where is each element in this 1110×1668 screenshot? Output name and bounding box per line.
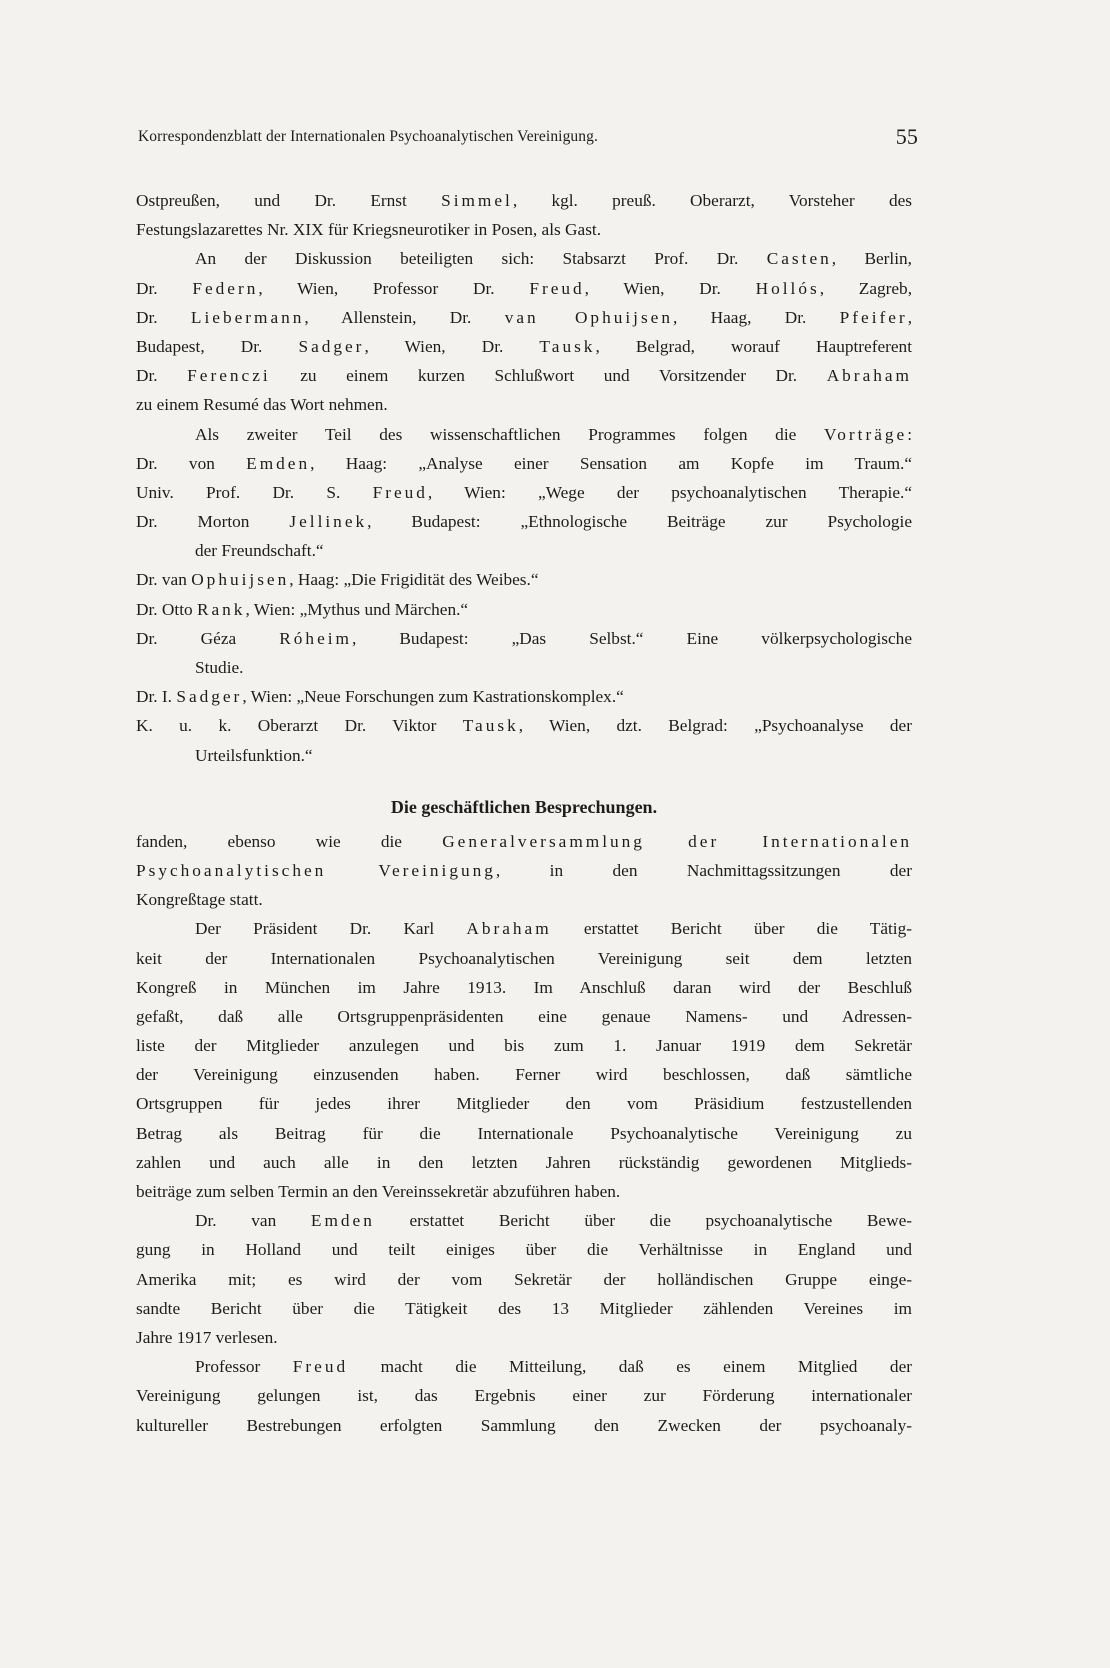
text-run: , Zagreb, [819,278,913,298]
person-name: Tausk [539,336,596,356]
text-run: Dr. Géza [136,628,280,648]
text-run: , Belgrad, worauf Hauptreferent [595,336,912,356]
text-line [136,827,912,856]
person-name: Ophuijsen [191,570,290,590]
text-run: , Budapest: „Das Selbst.“ Eine völkerpsychologische [352,628,912,648]
person-name: Emden [246,453,311,473]
text-line [136,186,912,215]
person-name: Jellinek [289,512,368,532]
section-heading: Die geschäftlichen Besprechungen. [390,796,658,817]
lecture-entry [136,478,912,507]
lecture-entry [136,682,912,711]
text-run: zu einem kurzen Schlußwort und Vorsitzender Dr. [270,366,827,386]
person-name: Casten [766,249,832,269]
text-run: , Wien, Professor Dr. [258,278,530,298]
text-run: , in den Nachmittagssitzungen der [495,860,912,880]
text-run: Als zweiter Teil des wissenschaftlichen Programmes folgen die [195,424,824,444]
body-text [136,186,912,1440]
text-run: Dr. [136,278,193,298]
text-line [136,420,912,449]
lecture-entry [136,449,912,478]
text-run: Dr. van [136,570,192,590]
person-name: Rank [196,599,246,619]
text-run: Dr. I. [136,687,177,707]
person-name: Sadger [176,687,243,707]
text-run: Univ. Prof. Dr. S. [136,482,373,502]
text-run: : [907,424,912,444]
lecture-entry [136,595,912,624]
text-line: gung in Holland und teilt einiges über die Verhältnisse in England und [136,1240,912,1260]
lecture-entry [136,507,912,536]
text-line: Jahre 1917 verlesen. [136,1327,278,1347]
page-number: 55 [895,124,918,149]
organization-name: Generalversammlung der Internationalen [442,831,913,851]
text-run: Dr. [136,307,191,327]
text-run: , Berlin, [831,249,912,269]
text-run: , Wien, Dr. [584,278,756,298]
person-name: van Ophuijsen [504,307,673,327]
text-line: zu einem Resumé das Wort nehmen. [136,395,388,415]
section-keyword: Vorträge [824,424,908,444]
text-line: Studie. [195,658,244,677]
text-run: Dr. Otto [136,599,197,619]
text-line: Betrag als Beitrag für die Internationale Psychoanalytische Vereinigung zu [136,1123,912,1143]
text-run: , Wien: „Wege der psychoanalytischen Therapie.“ [427,482,912,502]
text-run: , Wien: „Neue Forschungen zum Kastrationskomplex.“ [242,687,624,707]
text-line: der Freundschaft.“ [195,541,324,561]
text-line: Ortsgruppen für jedes ihrer Mitglieder den vom Präsidium festzustellenden [136,1094,912,1114]
text-run: Budapest, Dr. [136,336,299,356]
text-line: gefaßt, daß alle Ortsgruppenpräsidenten eine genaue Namens- und Adressen- [136,1006,912,1026]
text-run: , Haag, Dr. [673,307,840,327]
text-line [136,1206,912,1235]
person-name: Hollós [755,278,820,298]
text-line [136,1352,912,1381]
text-run: macht die Mitteilung, daß es einem Mitglied der [348,1357,912,1377]
person-name: Liebermann [190,307,305,327]
person-name: Ferenczi [187,366,271,386]
person-name: Emden [310,1211,375,1231]
text-line: kultureller Bestrebungen erfolgten Sammlung den Zwecken der psychoanaly- [136,1415,912,1435]
person-name: Federn [192,278,259,298]
person-name: Abraham [826,366,912,386]
person-name: Simmel [441,191,513,210]
text-run: erstattet Bericht über die psychoanalytische Bewe- [374,1211,912,1231]
text-line: zahlen und auch alle in den letzten Jahren rückständig gewordenen Mitglieds- [136,1152,912,1172]
text-run: , Wien: „Mythus und Märchen.“ [245,599,469,619]
text-run: K. u. k. Oberarzt Dr. Viktor [136,716,463,736]
text-line [136,856,912,885]
person-name: Pfeifer [839,307,908,327]
text-run: , [907,307,913,327]
text-line [136,914,912,943]
person-name: Tausk [462,716,519,736]
text-line: der Vereinigung einzusenden haben. Ferner wird beschlossen, daß sämtliche [136,1065,912,1085]
text-run: , kgl. preuß. Oberarzt, Vorsteher des [512,191,912,210]
text-line: sandte Bericht über die Tätigkeit des 13 Mitglieder zählenden Vereines im [136,1298,912,1318]
text-line [136,244,912,273]
person-name: Abraham [466,919,552,939]
text-line: Urteilsfunktion.“ [195,745,313,765]
text-run: Professor [195,1357,293,1377]
text-run: Dr. von [136,453,247,473]
text-run: , Wien, dzt. Belgrad: „Psychoanalyse der [518,716,912,736]
person-name: Sadger [298,336,365,356]
text-line [136,274,912,303]
text-line: Amerika mit; es wird der vom Sekretär der holländischen Gruppe einge- [136,1269,912,1289]
text-line [136,303,912,332]
text-run: , Haag: „Die Frigidität des Weibes.“ [289,570,539,590]
text-run: , Wien, Dr. [364,336,540,356]
text-run: , Budapest: „Ethnologische Beiträge zur Psychologie [367,512,912,532]
lecture-entry [136,711,912,740]
text-run: , Allenstein, Dr. [304,307,505,327]
text-run: Der Präsident Dr. Karl [195,919,467,939]
text-line [136,361,912,390]
text-run: Dr. Morton [136,512,290,532]
running-header [138,124,918,149]
text-run: Dr. van [195,1211,311,1231]
text-run: , Haag: „Analyse einer Sensation am Kopfe im Traum.“ [310,453,912,473]
text-run: Ostpreußen, und Dr. Ernst [136,191,442,210]
organization-name: Psychoanalytischen Vereinigung [136,860,496,880]
text-run: erstattet Bericht über die Tätig- [551,919,912,939]
text-line: liste der Mitglieder anzulegen und bis zum 1. Januar 1919 dem Sekretär [136,1036,912,1056]
running-title: Korrespondenzblatt der Internationalen Psychoanalytischen Vereinigung. [138,128,598,145]
text-run: fanden, ebenso wie die [136,831,443,851]
text-line: beiträge zum selben Termin an den Vereinssekretär abzuführen haben. [136,1182,621,1201]
text-line: Festungslazarettes Nr. XIX für Kriegsneurotiker in Posen, als Gast. [136,220,602,240]
lecture-entry [136,624,912,653]
person-name: Freud [292,1357,349,1377]
lecture-entry [136,565,912,594]
person-name: Freud [372,482,428,502]
text-line: Vereinigung gelungen ist, das Ergebnis einer zur Förderung internationaler [136,1386,912,1406]
text-run: An der Diskussion beteiligten sich: Stabsarzt Prof. Dr. [195,249,767,269]
text-run: Dr. [136,366,188,386]
text-line: Kongreßtage statt. [136,890,263,910]
text-line [136,332,912,361]
person-name: Freud [529,278,585,298]
text-line: Kongreß in München im Jahre 1913. Im Anschluß daran wird der Beschluß [136,977,912,997]
text-line: keit der Internationalen Psychoanalytischen Vereinigung seit dem letzten [136,948,912,968]
person-name: Róheim [279,628,352,648]
